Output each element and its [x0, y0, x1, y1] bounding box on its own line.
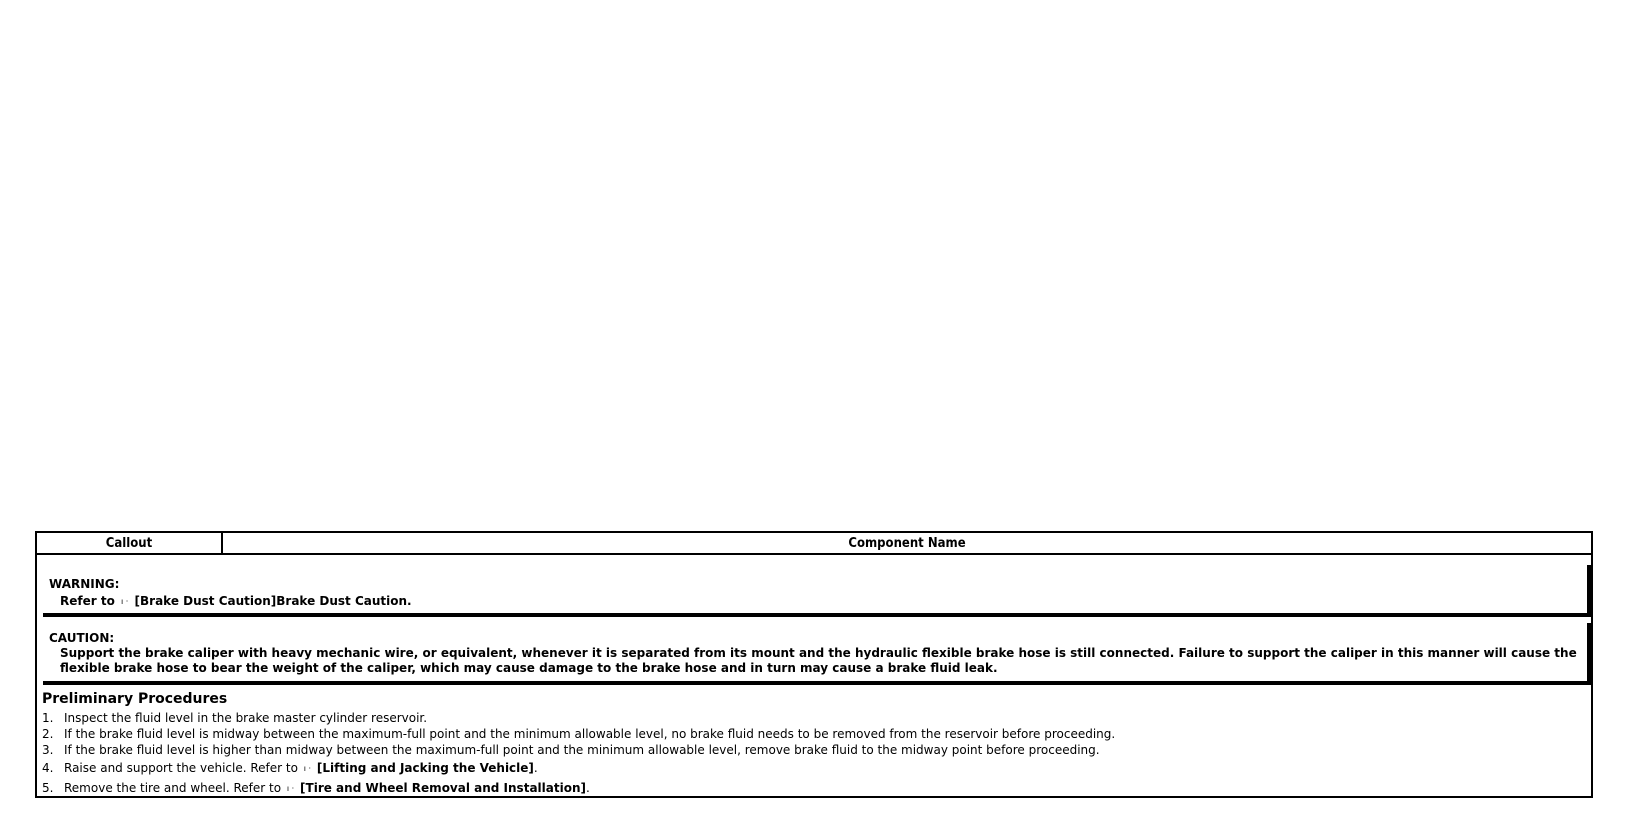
list-item [42, 742, 1115, 758]
step-number: 3. [42, 743, 54, 757]
step-number: 4. [42, 761, 54, 775]
caution-title: CAUTION: [49, 631, 115, 645]
step-suffix: . [533, 761, 538, 775]
step-text: If the brake fluid level is midway between the maximum-full point and the minimum allowable level, no brake fluid needs to be removed from the reservoir before proceeding. [64, 727, 1116, 741]
reference-icon: ı · [303, 763, 312, 773]
warning-text-prefix: Refer to [60, 594, 115, 608]
reference-icon: ı · [286, 783, 295, 793]
step-number: 1. [42, 711, 54, 725]
component-name-column-header: Component Name [848, 536, 966, 551]
lifting-and-jacking-link[interactable]: [Lifting and Jacking the Vehicle] [316, 761, 534, 775]
warning-text [60, 594, 1581, 609]
list-item [42, 726, 1115, 742]
step-text: Inspect the fluid level in the brake master cylinder reservoir. [64, 711, 428, 725]
list-item [42, 778, 1115, 798]
caution-text: Support the brake caliper with heavy mechanic wire, or equivalent, whenever it is separated from its mount and the hydraulic flexible brake hose is still connected. Failure to support the caliper in this manner will cause the flexible brake hose to bear the weight of the caliper, which may cause damage to the brake hose and in turn may cause a brake fluid leak. [60, 646, 1577, 675]
list-item [42, 758, 1115, 778]
step-text: Remove the tire and wheel. Refer to [64, 781, 282, 795]
table-header-row [37, 533, 1591, 555]
callout-column-header: Callout [37, 533, 223, 553]
list-item [42, 710, 1115, 726]
warning-box [43, 565, 1591, 617]
tire-and-wheel-link[interactable]: [Tire and Wheel Removal and Installation] [300, 781, 586, 795]
warning-title: WARNING: [49, 577, 120, 591]
brake-dust-caution-link[interactable]: [Brake Dust Caution] [134, 594, 277, 608]
reference-icon: ı · [121, 597, 129, 606]
step-number: 2. [42, 727, 54, 741]
step-text: Raise and support the vehicle. Refer to [64, 761, 298, 775]
procedure-table [35, 531, 1593, 798]
warning-text-suffix: Brake Dust Caution. [276, 594, 412, 608]
step-text: If the brake fluid level is higher than midway between the maximum-full point and the minimum allowable level, remove brake fluid to the midway point before proceeding. [64, 743, 1100, 757]
caution-box [43, 623, 1591, 685]
step-suffix: . [585, 781, 590, 795]
step-number: 5. [42, 781, 54, 795]
preliminary-procedures-title: Preliminary Procedures [42, 691, 228, 707]
preliminary-steps-list [42, 710, 1115, 798]
